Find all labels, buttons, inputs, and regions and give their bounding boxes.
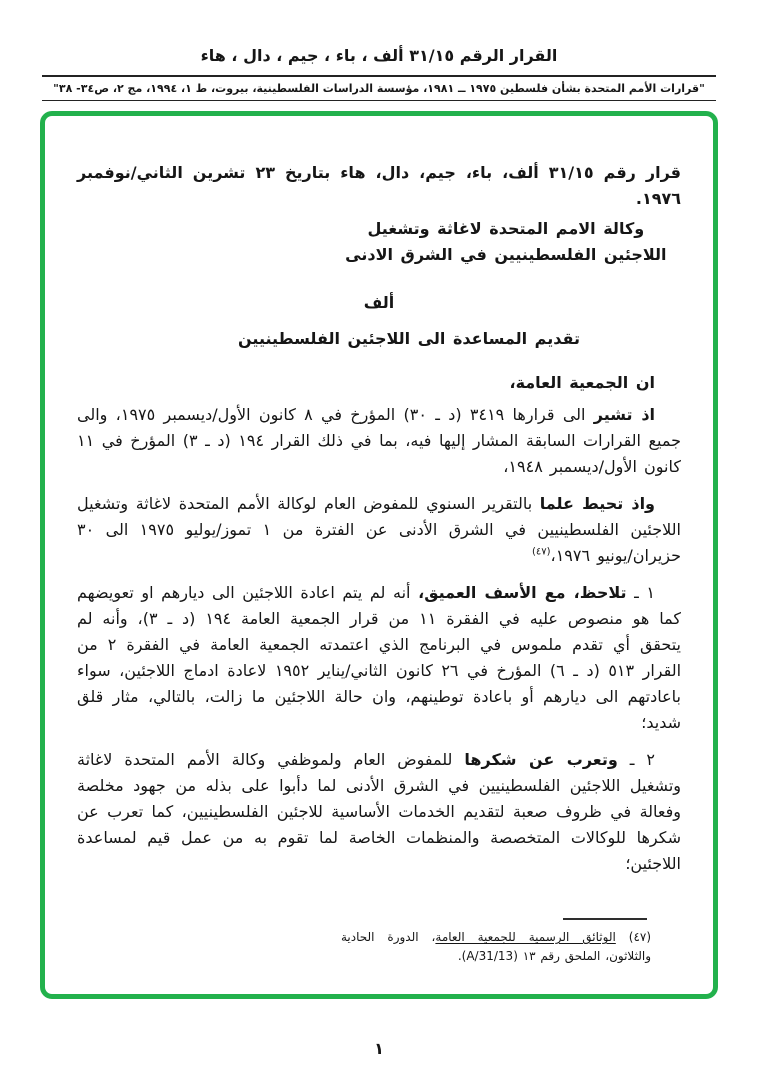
- resolution-title: قرار رقم ٣١/١٥ ألف، باء، جيم، دال، هاء بتاريخ ٢٣ تشرين الثاني/نوفمبر ١٩٧٦.: [77, 163, 682, 208]
- page-header: [0, 0, 758, 101]
- paragraph-lead: واذ تحيط علما: [539, 494, 656, 513]
- source-citation: "قرارات الأمم المتحدة بشأن فلسطين ١٩٧٥ ــ ١٩٨١، مؤسسة الدراسات الفلسطينية، بيروت، ط ١، ١٩٩٤، مج ٢، ص٣٤- ٣٨": [53, 82, 705, 95]
- paragraph-number: ١ ـ: [626, 583, 656, 602]
- operative-paragraph-1: [77, 580, 681, 736]
- paragraph-text: بالتقرير السنوي للمفوض العام لوكالة الأمم المتحدة لاغاثة وتشغيل اللاجئين الفلسطينيين في الشرق الأدنى عن الفترة من ١ تموز/يوليو ١٩٧٥ الى ٣٠ حزيران/يونيو ١٩٧٦،: [77, 494, 681, 565]
- agency-name-line2: اللاجئين الفلسطينيين في الشرق الادنى: [345, 245, 667, 264]
- preambular-paragraph-2: [77, 491, 681, 569]
- footnote-separator: [563, 918, 647, 920]
- footnote: [341, 928, 651, 966]
- paragraph-text: للمفوض العام ولموظفي وكالة الأمم المتحدة لاغاثة وتشغيل اللاجئين الفلسطينيين في الشرق الأدنى لما دأبوا على بذله من جهود مخلصة وفعالة في ظروف صعبة لتقديم الخدمات الأساسية للاجئين الفلسطينيين، كما تعرب عن شكرها للوكالات المتخصصة والمنظمات الخاصة لما تقوم به من عمل قيم لمساعدة اللاجئين؛: [77, 750, 681, 873]
- document-frame: [40, 111, 718, 999]
- agency-name-line1: وكالة الامم المتحدة لاغاثة وتشغيل: [367, 219, 645, 238]
- paragraph-text: الى قرارها ٣٤١٩ (د ـ ٣٠) المؤرخ في ٨ كانون الأول/ديسمبر ١٩٧٥، والى جميع القرارات السابقة المشار إليها فيه، بما في ذلك القرار ١٩٤ (د ـ ٣) المؤرخ في ١١ كانون الأول/ديسمبر ١٩٤٨،: [77, 405, 682, 476]
- paragraph-number: ٢ ـ: [617, 750, 656, 769]
- page-number: ١: [374, 1039, 384, 1058]
- preambular-paragraph-1: [77, 402, 681, 480]
- operative-paragraph-2: [77, 747, 681, 877]
- header-divider-top: [42, 75, 716, 77]
- document-body: [77, 160, 681, 888]
- paragraph-lead: تلاحظ، مع الأسف العميق،: [418, 583, 627, 602]
- agency-name: [331, 216, 681, 268]
- footnote-doc-symbol: (A/31/13).: [457, 949, 518, 963]
- footnote-source-title: الوثائق الرسمية للجمعية العامة: [435, 930, 616, 944]
- salutation: ان الجمعية العامة،: [509, 373, 655, 392]
- resolution-header-title: القرار الرقم ٣١/١٥ ألف ، باء ، جيم ، دال ، هاء: [200, 46, 558, 65]
- footnote-area: [77, 918, 681, 966]
- footnote-text: ، الدورة الحادية والثلاثون، الملحق رقم ١٣: [341, 930, 651, 963]
- footnote-reference: (٤٧): [531, 546, 551, 558]
- header-divider-bottom: [42, 100, 716, 101]
- section-heading: تقديم المساعدة الى اللاجئين الفلسطينيين: [238, 329, 580, 348]
- paragraph-lead: اذ تشير: [593, 405, 656, 424]
- paragraph-text: أنه لم يتم اعادة اللاجئين الى ديارهم او تعويضهم كما هو منصوص عليه في الفقرة ١١ من قرار الجمعية العامة ١٩٤ (د ـ ٣)، وأنه لم يتحقق أي تقدم ملموس في البرنامج الذي اعتمدته الجمعية العامة في الفقرة ٢ من القرار ٥١٣ (د ـ ٦) المؤرخ في ٢٦ كانون الثاني/يناير ١٩٥٢ لاعادة ادماج اللاجئين، سواء باعادتهم الى ديارهم أو باعادة توطينهم، وان حالة اللاجئين ما زالت، بالتالي، مثار قلق شديد؛: [77, 583, 682, 732]
- paragraph-lead: وتعرب عن شكرها: [464, 750, 618, 769]
- section-letter: ألف: [363, 293, 395, 312]
- footnote-marker: (٤٧): [615, 930, 652, 944]
